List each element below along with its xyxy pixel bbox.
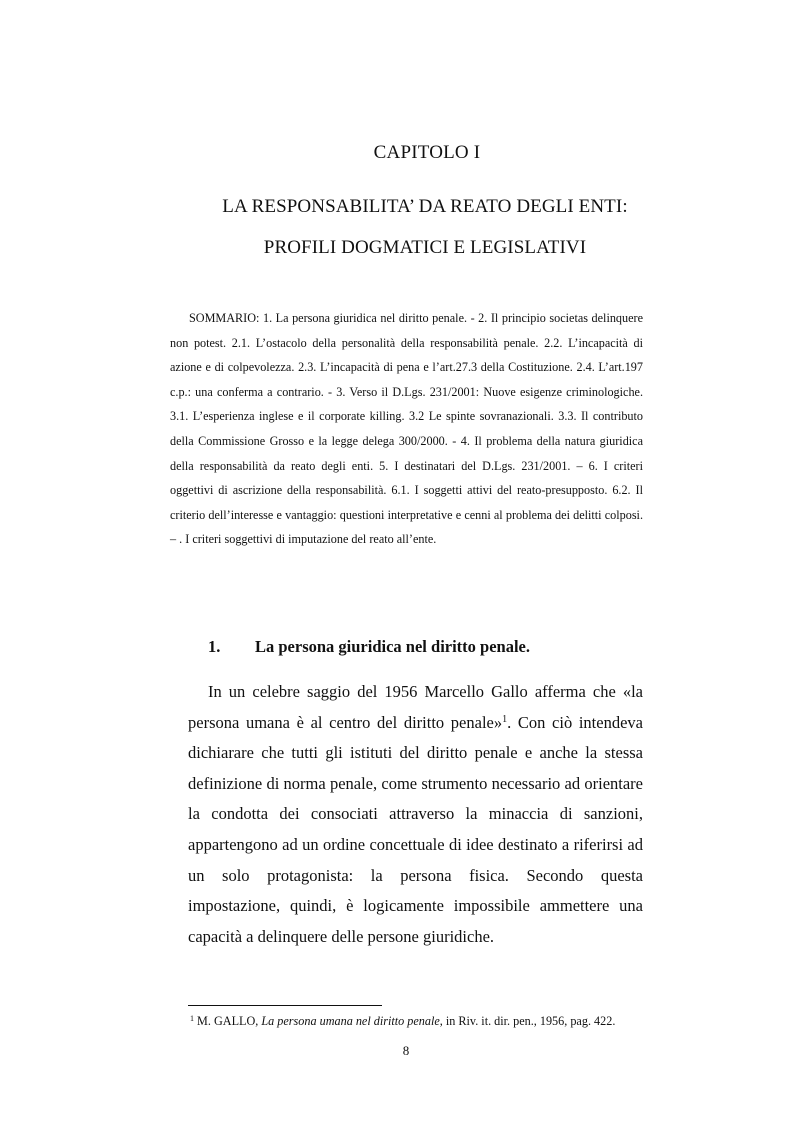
footnote-separator: , xyxy=(255,1014,262,1028)
footnote-work-title: La persona umana nel diritto penale xyxy=(261,1014,440,1028)
chapter-label: CAPITOLO I xyxy=(373,142,481,163)
footnote xyxy=(190,1014,650,1029)
body-text-part-1: In un celebre saggio del 1956 Marcello Gallo afferma che «la persona umana è al centro del diritto penale» xyxy=(188,682,643,732)
footnote-reference[interactable]: 1 xyxy=(502,713,508,725)
section-heading xyxy=(208,637,530,657)
section-number: 1. xyxy=(208,637,221,656)
chapter-title-line-2: PROFILI DOGMATICI E LEGISLATIVI xyxy=(263,237,587,258)
footnote-author-initial: M. G xyxy=(197,1014,223,1028)
page-number: 8 xyxy=(402,1043,410,1058)
footnote-divider xyxy=(188,1005,382,1006)
body-text-part-2: . Con ciò intendeva dichiarare che tutti gli istituti del diritto penale e anche la stessa definizione di norma penale, come strumento necessario ad orientare la condotta dei consociati attraverso la minaccia di sanzioni, appartengono ad un ordine concettuale di idee destinato a riferirsi ad un solo protagonista: la persona fisica. Secondo questa impostazione, quindi, è logicamente impossibile ammettere una capacità a delinquere delle persone giuridiche. xyxy=(188,712,643,946)
footnote-number: 1 xyxy=(190,1014,194,1023)
section-title: La persona giuridica nel diritto penale. xyxy=(255,637,531,656)
footnote-author-rest: ALLO xyxy=(222,1014,256,1028)
chapter-title-line-1: LA RESPONSABILITA’ DA REATO DEGLI ENTI: xyxy=(222,196,628,217)
chapter-title xyxy=(150,186,700,268)
body-paragraph xyxy=(188,677,643,952)
footnote-citation: , in Riv. it. dir. pen., 1956, pag. 422. xyxy=(439,1014,616,1028)
chapter-summary: SOMMARIO: 1. La persona giuridica nel diritto penale. - 2. Il principio societas delinquere non potest. 2.1. L’ostacolo della personalità della responsabilità penale. 2.2. L’incapacità di azione e di colpevolezza. 2.3. L’incapacità di pena e l’art.27.3 della Costituzione. 2.4. L’art.197 c.p.: una conferma a contrario. - 3. Verso il D.Lgs. 231/2001: Nuove esigenze criminologiche. 3.1. L’esperienza inglese e il corporate killing. 3.2 Le spinte sovranazionali. 3.3. Il contributo della Commissione Grosso e la legge delega 300/2000. - 4. Il problema della natura giuridica della responsabilità da reato degli enti. 5. I destinatari del D.Lgs. 231/2001. – 6. I criteri oggettivi di ascrizione della responsabilità. 6.1. I soggetti attivi del reato-presupposto. 6.2. Il criterio dell’interesse e vantaggio: questioni interpretative e cenni al problema dei delitti colposi. – . I criteri soggettivi di imputazione del reato all’ente. xyxy=(170,311,643,547)
